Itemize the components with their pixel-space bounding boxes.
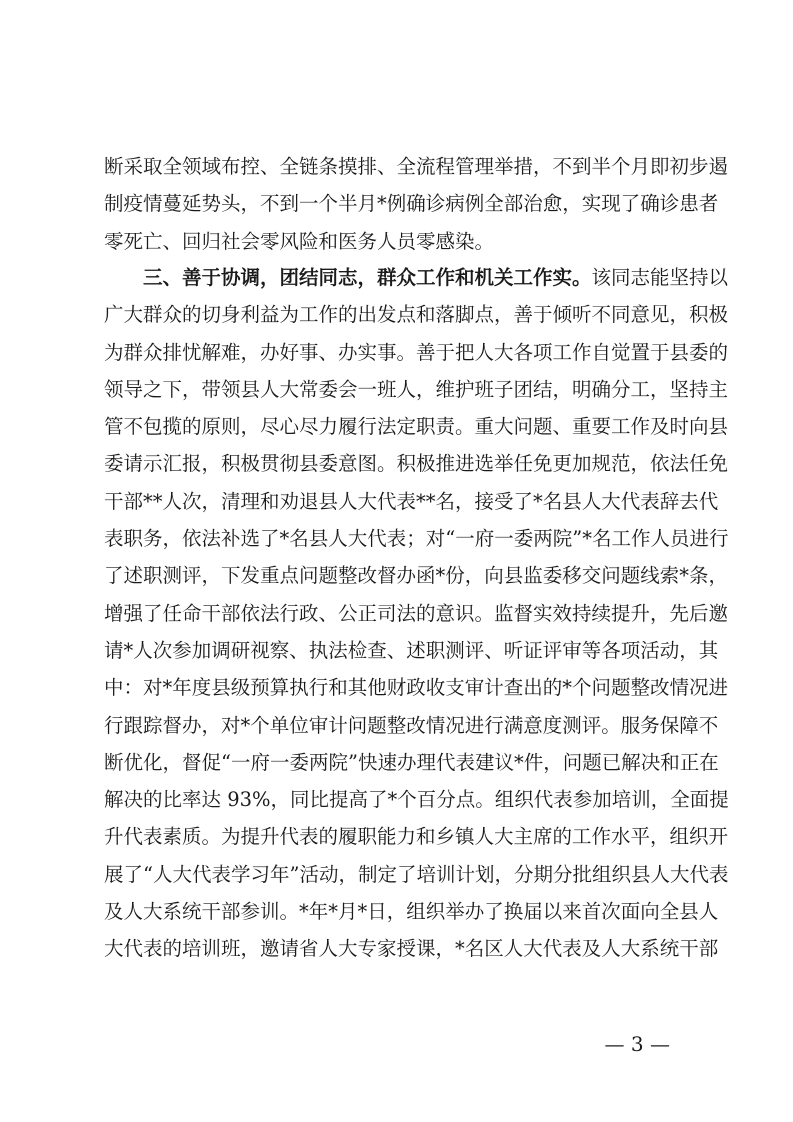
section-heading: 三、善于协调，团结同志，群众工作和机关工作实。 [143, 266, 592, 289]
text-line: 展了“人大代表学习年”活动，制定了培训计划，分期分批组织县人大代表 [104, 862, 729, 886]
text-line: 领导之下，带领县人大常委会一班人，维护班子团结，明确分工，坚持主 [104, 377, 729, 401]
text-line: 升代表素质。为提升代表的履职能力和乡镇人大主席的工作水平，组织开 [104, 825, 729, 849]
text-line: 了述职测评，下发重点问题整改督办函*份，向县监委移交问题线索*条， [104, 564, 729, 588]
text-line: 管不包揽的原则，尽心尽力履行法定职责。重大问题、重要工作及时向县 [104, 415, 729, 439]
text-line: 干部**人次，清理和劝退县人大代表**名，接受了*名县人大代表辞去代 [104, 489, 719, 513]
text-line: 制疫情蔓延势头，不到一个半月*例确诊病例全部治愈，实现了确诊患者 [104, 192, 719, 216]
text-line: 大代表的培训班，邀请省人大专家授课，*名区人大代表及人大系统干部 [104, 937, 719, 961]
text-line: 断采取全领域布控、全链条摸排、全流程管理举措，不到半个月即初步遏 [104, 155, 729, 178]
text-line-rest: 该同志能坚持以 [591, 266, 729, 289]
text-line: 广大群众的切身利益为工作的出发点和落脚点，善于倾听不同意见，积极 [104, 303, 729, 327]
text-line: 及人大系统干部参训。*年*月*日，组织举办了换届以来首次面向全县人 [104, 900, 719, 924]
text-line: 增强了任命干部依法行政、公正司法的意识。监督实效持续提升，先后邀 [104, 601, 729, 625]
text-line: 请*人次参加调研视察、执法检查、述职测评、听证评审等各项活动，其 [104, 638, 719, 662]
paragraph-section-three [104, 259, 729, 968]
text-line: 零死亡、回归社会零风险和医务人员零感染。 [104, 229, 495, 253]
paragraph-continuation [104, 148, 729, 260]
section-heading-line [104, 259, 729, 296]
text-line: 表职务，依法补选了*名县人大代表；对“一府一委两院”*名工作人员进行 [104, 527, 729, 551]
text-line: 行跟踪督办，对*个单位审计问题整改情况进行满意度测评。服务保障不 [104, 713, 719, 737]
text-line: 断优化，督促“一府一委两院”快速办理代表建议*件，问题已解决和正在 [104, 750, 719, 774]
text-line: 解决的比率达 93%，同比提高了*个百分点。组织代表参加培训，全面提 [104, 788, 729, 812]
text-line: 委请示汇报，积极贯彻县委意图。积极推进选举任免更加规范，依法任免 [104, 452, 729, 476]
page-number: — 3 — [604, 1032, 670, 1056]
text-line: 中：对*年度县级预算执行和其他财政收支审计查出的*个问题整改情况进 [104, 676, 729, 700]
text-line: 为群众排忧解难，办好事、办实事。善于把人大各项工作自觉置于县委的 [104, 340, 729, 364]
